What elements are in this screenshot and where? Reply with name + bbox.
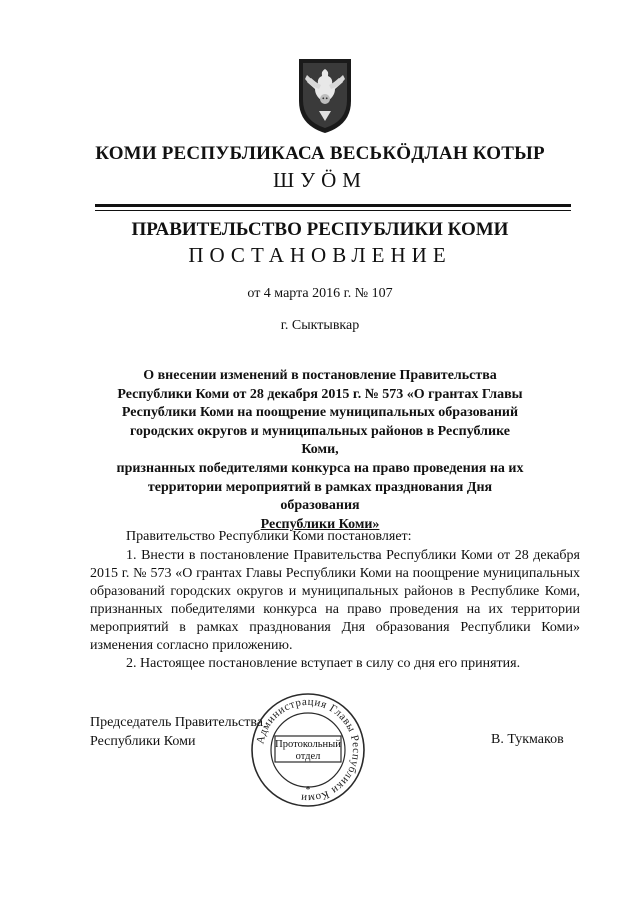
decree-body	[90, 528, 580, 673]
signatory-position	[90, 713, 263, 751]
body-item-2: 2. Настоящее постановление вступает в силу со дня его принятия.	[126, 656, 521, 671]
header-rule-thick	[95, 204, 571, 207]
title-line: Республики Коми на поощрение муниципальных образований	[121, 405, 519, 421]
title-line: признанных победителями конкурса на право проведения на их	[116, 460, 524, 476]
title-line: Республики Коми»	[260, 516, 380, 532]
decree-title	[110, 367, 530, 534]
komi-org-name: КОМИ РЕСПУБЛИКАСА ВЕСЬКӦДЛАН КОТЫР	[95, 143, 545, 164]
stamp-center-line: Протокольный	[275, 739, 341, 750]
decree-date-number: от 4 марта 2016 г. № 107	[247, 286, 393, 301]
signatory-position-line: Председатель Правительства	[90, 715, 263, 730]
body-intro: Правительство Республики Коми постановляет:	[126, 529, 412, 544]
stamp-center-line: отдел	[295, 751, 321, 762]
ru-org-name: ПРАВИТЕЛЬСТВО РЕСПУБЛИКИ КОМИ	[131, 219, 509, 240]
title-line: О внесении изменений в постановление Правительства	[143, 368, 497, 383]
ru-doc-type: ПОСТАНОВЛЕНИЕ	[188, 243, 452, 267]
title-line: территории мероприятий в рамках празднования Дня образования	[147, 479, 493, 514]
decree-city: г. Сыктывкар	[280, 318, 360, 333]
komi-doc-type: ШУӦМ	[273, 168, 367, 192]
body-item-1: 1. Внести в постановление Правительства Республики Коми от 28 декабря 2015 г. № 573 «О грантах Главы Республики Коми на поощрение муниципальных образований городских округов и муниципальных районов в Республике Коми, признанных победителями конкурса на право проведения на их территории мероприятий в рамках празднования Дня образования Республики Коми» изменения согласно приложению.	[90, 548, 580, 653]
header-rule-thin	[95, 210, 571, 211]
official-stamp	[248, 690, 368, 810]
title-line: Республики Коми от 28 декабря 2015 г. № 573 «О грантах Главы	[117, 386, 523, 402]
signatory-position-line: Республики Коми	[90, 734, 196, 749]
signatory-name: В. Тукмаков	[491, 732, 564, 747]
stamp-star: *	[305, 785, 311, 796]
komi-coat-of-arms-icon	[295, 55, 355, 135]
title-line: городских округов и муниципальных районов в Республике Коми,	[129, 423, 511, 458]
stamp-ring-text: Администрация Главы Республики Коми	[254, 695, 363, 805]
